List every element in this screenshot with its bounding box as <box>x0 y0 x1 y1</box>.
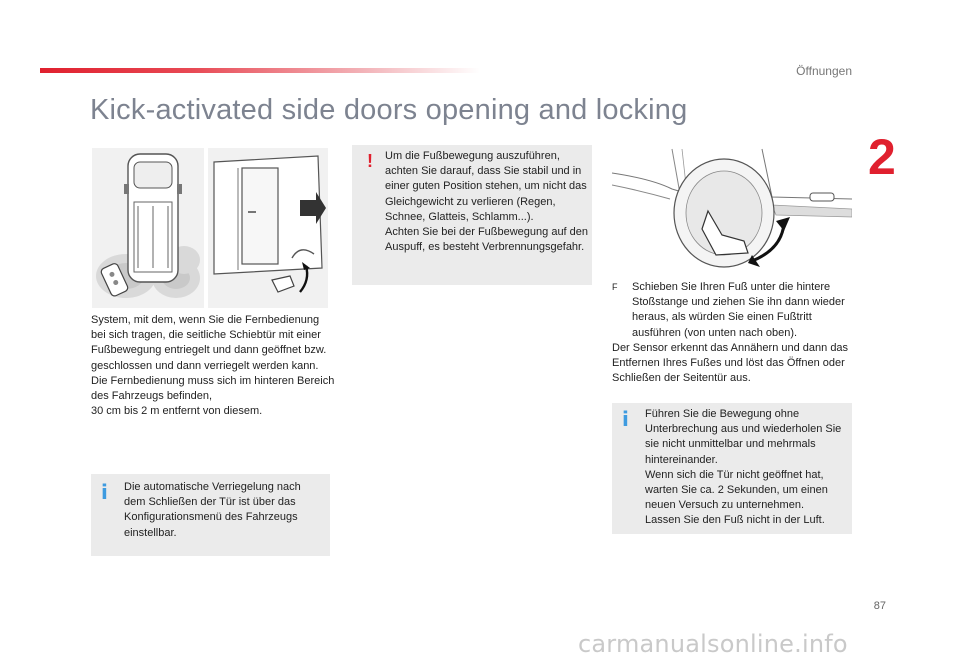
warning-icon: ! <box>367 151 373 171</box>
intro-remote-location: Die Fernbedienung muss sich im hinteren Bereich des Fahrzeugs befinden, <box>91 374 335 403</box>
instruction-step-text: Schieben Sie Ihren Fuß unter die hintere Stoßstange und ziehen Sie ihn dann wieder heraus, als würden Sie einen Fußtritt ausführen (von unten nach oben). <box>632 281 845 339</box>
intro-text <box>91 313 335 419</box>
info-icon: i <box>101 480 108 504</box>
warning-paragraph-stability: Um die Fußbewegung auszuführen, achten Sie darauf, dass Sie stabil und in einer guten Position stehen, um nicht das Gleichgewicht zu verlieren (Regen, Schnee, Glatteis, Schlamm...). <box>385 150 587 223</box>
step-bullet: F <box>612 282 618 292</box>
warning-paragraph-exhaust: Achten Sie bei der Fußbewegung auf den Auspuff, es besteht Verbrennungsgefahr. <box>385 226 589 254</box>
info-right-paragraph-repeat: Führen Sie die Bewegung ohne Unterbrechung aus und wiederholen Sie sie nicht unmittelbar und mehrmals hintereinander. <box>645 408 842 466</box>
info-box-right <box>612 403 852 534</box>
intro-paragraph: System, mit dem, wenn Sie die Fernbedienung bei sich tragen, die seitliche Schiebtür mit einer Fußbewegung entriegelt und dann geöffnet bzw. geschlossen und dann verriegelt werden kann. <box>91 314 327 372</box>
warning-box <box>352 145 592 285</box>
watermark: carmanualsonline.info <box>578 630 848 658</box>
header-accent-bar <box>40 68 480 73</box>
intro-distance: 30 cm bis 2 m entfernt von diesem. <box>91 405 263 418</box>
info-right-paragraph-retry: Wenn sich die Tür nicht geöffnet hat, warten Sie ca. 2 Sekunden, um einen neuen Versuch zu unternehmen. <box>645 468 828 512</box>
info-right-paragraph-foot: Lassen Sie den Fuß nicht in der Luft. <box>645 514 825 527</box>
chapter-number: 2 <box>868 129 896 185</box>
instruction-detail: Der Sensor erkennt das Annähern und dann das Entfernen Ihres Fußes und löst das Öffnen oder Schließen der Seitentür aus. <box>612 341 849 385</box>
section-title: Öffnungen <box>796 64 852 78</box>
bumper-kick-illustration <box>612 145 852 269</box>
info-box-left-text: Die automatische Verriegelung nach dem Schließen der Tür ist über das Konfigurationsmenü des Fahrzeugs einstellbar. <box>124 481 301 539</box>
van-top-view-illustration <box>92 148 204 308</box>
info-icon: i <box>622 407 629 431</box>
info-box-left <box>91 474 330 556</box>
page-title: Kick-activated side doors opening and locking <box>90 94 688 126</box>
instruction-step <box>612 280 856 341</box>
sliding-door-side-illustration <box>208 148 328 308</box>
info-box-right-text <box>645 407 849 529</box>
instruction-block <box>612 280 856 386</box>
page-number: 87 <box>873 600 886 612</box>
warning-text <box>385 149 589 255</box>
